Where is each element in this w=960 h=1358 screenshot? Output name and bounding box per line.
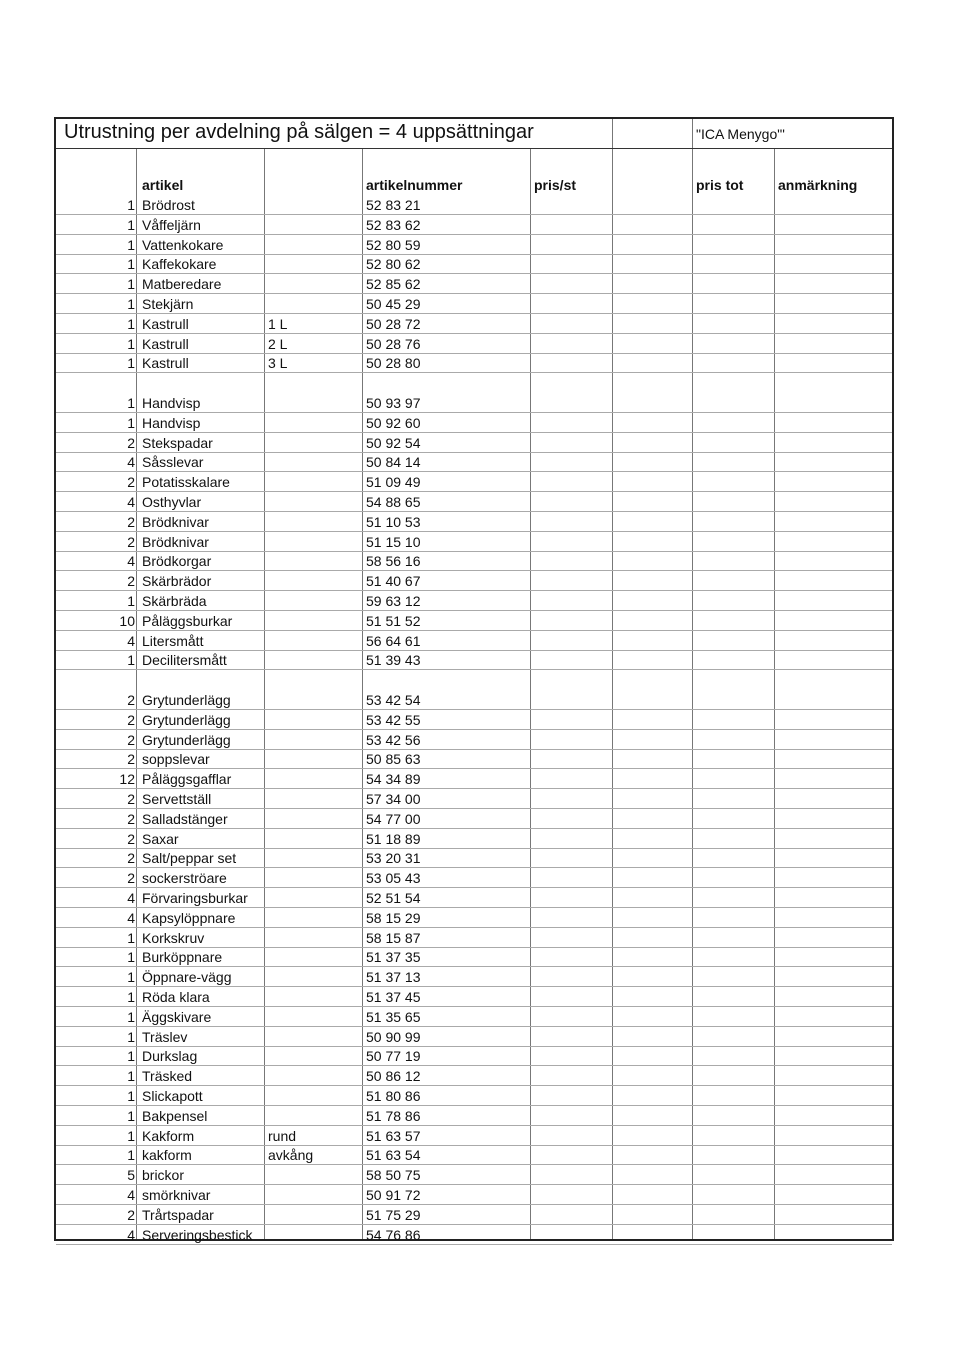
article-number-cell: 51 37 13 [366, 969, 421, 986]
article-number-cell: 50 45 29 [366, 296, 421, 312]
table-row [56, 1225, 892, 1245]
article-cell: Vattenkokare [142, 236, 224, 253]
table-row [56, 413, 892, 433]
table-row [56, 868, 892, 888]
article-number-cell: 50 28 80 [366, 355, 421, 372]
table-row [56, 492, 892, 512]
article-cell: Träsked [142, 1068, 193, 1085]
table-row [56, 274, 892, 294]
quantity-cell: 1 [127, 1107, 135, 1124]
table-row [56, 314, 892, 334]
article-cell: Grytunderlägg [142, 711, 231, 728]
quantity-cell: 2 [127, 474, 135, 491]
article-cell: Kapsylöppnare [142, 909, 236, 926]
article-cell: Matberedare [142, 276, 222, 293]
quantity-cell: 4 [127, 909, 135, 926]
header-artikel: artikel [142, 177, 184, 193]
article-cell: Träslev [142, 1028, 188, 1045]
article-number-cell: 51 63 54 [366, 1147, 421, 1164]
article-number-cell: 52 85 62 [366, 276, 421, 293]
quantity-cell: 4 [127, 1226, 135, 1243]
article-cell: Handvisp [142, 395, 201, 411]
quantity-cell: 2 [127, 692, 135, 708]
quantity-cell: 1 [127, 989, 135, 1005]
table-row [56, 947, 892, 967]
article-number-cell: 51 35 65 [366, 1008, 421, 1025]
article-cell: Kakform [142, 1127, 195, 1144]
table-row [56, 532, 892, 552]
article-cell: Saxar [142, 830, 179, 847]
article-cell: Litersmått [142, 632, 204, 649]
article-number-cell: 56 64 61 [366, 632, 421, 649]
equipment-sheet [54, 117, 894, 1241]
quantity-cell: 1 [127, 949, 135, 966]
article-number-cell: 51 18 89 [366, 830, 421, 847]
quantity-cell: 1 [127, 197, 135, 213]
article-number-cell: 50 91 72 [366, 1187, 421, 1203]
table-row [56, 1185, 892, 1205]
article-cell: Stekspadar [142, 434, 213, 451]
article-cell: Kastrull [142, 355, 189, 372]
sheet-title: Utrustning per avdelning på sälgen = 4 uppsättningar [64, 121, 534, 143]
article-number-cell: 51 15 10 [366, 533, 421, 550]
quantity-cell: 1 [127, 1048, 135, 1065]
article-number-cell: 53 05 43 [366, 870, 421, 887]
article-number-cell: 51 80 86 [366, 1088, 421, 1104]
quantity-cell: 2 [127, 513, 135, 530]
quantity-cell: 1 [127, 216, 135, 233]
size-cell: rund [268, 1127, 297, 1144]
article-number-cell: 52 83 21 [366, 197, 421, 213]
article-number-cell: 58 15 87 [366, 929, 421, 946]
article-cell: Brödknivar [142, 513, 209, 530]
article-cell: Skärbräda [142, 593, 207, 609]
table-row [56, 888, 892, 908]
quantity-cell: 1 [127, 969, 135, 986]
article-cell: Korkskruv [142, 929, 205, 946]
article-number-cell: 54 76 86 [366, 1226, 421, 1243]
article-number-cell: 52 80 62 [366, 256, 421, 273]
article-cell: smörknivar [142, 1187, 211, 1203]
table-row [56, 1145, 892, 1165]
table-row [56, 710, 892, 730]
table-row [56, 551, 892, 571]
quantity-cell: 1 [127, 1068, 135, 1085]
table-row [56, 1066, 892, 1086]
article-number-cell: 58 50 75 [366, 1167, 421, 1184]
quantity-cell: 1 [127, 395, 135, 411]
article-cell: Grytunderlägg [142, 731, 231, 748]
article-cell: Såsslevar [142, 454, 204, 471]
size-cell: 3 L [268, 355, 288, 372]
quantity-cell: 4 [127, 454, 135, 471]
row-divider [56, 1244, 892, 1245]
article-number-cell: 51 10 53 [366, 513, 421, 530]
article-number-cell: 51 39 43 [366, 652, 421, 669]
article-number-cell: 57 34 00 [366, 791, 421, 807]
header-anmarkning: anmärkning [778, 177, 858, 193]
article-cell: Stekjärn [142, 296, 194, 312]
article-cell: Servettställ [142, 791, 212, 807]
article-number-cell: 53 42 56 [366, 731, 421, 748]
quantity-cell: 2 [127, 791, 135, 807]
article-cell: Röda klara [142, 989, 210, 1005]
quantity-cell: 2 [127, 751, 135, 768]
article-number-cell: 50 28 72 [366, 315, 421, 332]
article-cell: Påläggsgafflar [142, 771, 232, 788]
quantity-cell: 4 [127, 632, 135, 649]
table-row [56, 1027, 892, 1047]
table-row [56, 1126, 892, 1146]
article-cell: Salladstänger [142, 810, 228, 827]
quantity-cell: 4 [127, 494, 135, 510]
article-number-cell: 50 92 54 [366, 434, 421, 451]
table-row [56, 809, 892, 829]
article-number-cell: 59 63 12 [366, 593, 421, 609]
article-number-cell: 58 56 16 [366, 553, 421, 570]
quantity-cell: 10 [119, 612, 135, 629]
article-number-cell: 52 83 62 [366, 216, 421, 233]
table-row [56, 195, 892, 215]
quantity-cell: 2 [127, 830, 135, 847]
quantity-cell: 1 [127, 593, 135, 609]
quantity-cell: 2 [127, 434, 135, 451]
quantity-cell: 2 [127, 1206, 135, 1223]
article-number-cell: 51 37 45 [366, 989, 421, 1005]
quantity-cell: 1 [127, 652, 135, 669]
quantity-cell: 5 [127, 1167, 135, 1184]
table-row [56, 611, 892, 631]
article-cell: Decilitersmått [142, 652, 227, 669]
quantity-cell: 12 [119, 771, 135, 788]
table-row [56, 393, 892, 413]
article-number-cell: 50 92 60 [366, 414, 421, 431]
article-number-cell: 51 37 35 [366, 949, 421, 966]
article-cell: Durkslag [142, 1048, 198, 1065]
quantity-cell: 1 [127, 1127, 135, 1144]
quantity-cell: 2 [127, 711, 135, 728]
table-row [56, 769, 892, 789]
table-row [56, 631, 892, 651]
article-number-cell: 51 75 29 [366, 1206, 421, 1223]
quantity-cell: 1 [127, 296, 135, 312]
table-row [56, 829, 892, 849]
quantity-cell: 1 [127, 315, 135, 332]
header-artikelnummer: artikelnummer [366, 177, 463, 193]
table-row [56, 1086, 892, 1106]
article-number-cell: 50 85 63 [366, 751, 421, 768]
quantity-cell: 2 [127, 870, 135, 887]
article-number-cell: 53 42 55 [366, 711, 421, 728]
table-row [56, 334, 892, 354]
table-row [56, 650, 892, 670]
article-cell: Våffeljärn [142, 216, 201, 233]
quantity-cell: 1 [127, 236, 135, 253]
table-row [56, 848, 892, 868]
row-divider [56, 669, 892, 670]
table-row [56, 789, 892, 809]
quantity-cell: 2 [127, 533, 135, 550]
article-cell: Handvisp [142, 414, 201, 431]
article-cell: Slickapott [142, 1088, 203, 1104]
article-number-cell: 51 63 57 [366, 1127, 421, 1144]
article-number-cell: 51 09 49 [366, 474, 421, 491]
article-cell: Potatisskalare [142, 474, 230, 491]
table-row [56, 254, 892, 274]
row-divider [56, 372, 892, 373]
table-row [56, 1046, 892, 1066]
quantity-cell: 1 [127, 256, 135, 273]
article-cell: Skärbrädor [142, 573, 212, 590]
article-number-cell: 52 80 59 [366, 236, 421, 253]
quantity-cell: 1 [127, 335, 135, 352]
article-cell: Trårtspadar [142, 1206, 214, 1223]
article-number-cell: 52 51 54 [366, 890, 421, 906]
table-row [56, 452, 892, 472]
quantity-cell: 1 [127, 1147, 135, 1164]
article-number-cell: 50 90 99 [366, 1028, 421, 1045]
size-cell: 2 L [268, 335, 288, 352]
article-cell: kakform [142, 1147, 192, 1164]
table-row [56, 1106, 892, 1126]
table-row [56, 433, 892, 453]
article-number-cell: 50 77 19 [366, 1048, 421, 1065]
table-row [56, 215, 892, 235]
table-row [56, 591, 892, 611]
table-row [56, 928, 892, 948]
table-row [56, 967, 892, 987]
quantity-cell: 1 [127, 276, 135, 293]
table-row [56, 690, 892, 710]
header-pris-st: pris/st [534, 177, 577, 193]
article-cell: soppslevar [142, 751, 210, 768]
table-row [56, 294, 892, 314]
header-pris-tot: pris tot [696, 177, 744, 193]
article-cell: Brödknivar [142, 533, 209, 550]
article-cell: Burköppnare [142, 949, 223, 966]
article-cell: Påläggsburkar [142, 612, 233, 629]
article-number-cell: 53 20 31 [366, 850, 421, 867]
table-row [56, 571, 892, 591]
article-cell: Salt/peppar set [142, 850, 237, 867]
quantity-cell: 4 [127, 1187, 135, 1203]
store-label: "ICA Menygo"' [696, 126, 785, 142]
table-row [56, 472, 892, 492]
quantity-cell: 2 [127, 810, 135, 827]
quantity-cell: 4 [127, 553, 135, 570]
quantity-cell: 1 [127, 1088, 135, 1104]
article-number-cell: 54 77 00 [366, 810, 421, 827]
size-cell: avkång [268, 1147, 314, 1164]
article-cell: Osthyvlar [142, 494, 202, 510]
table-row [56, 353, 892, 373]
article-number-cell: 51 51 52 [366, 612, 421, 629]
article-cell: sockerströare [142, 870, 227, 887]
table-row [56, 987, 892, 1007]
article-number-cell: 58 15 29 [366, 909, 421, 926]
quantity-cell: 1 [127, 355, 135, 372]
article-cell: Serveringsbestick [142, 1226, 253, 1243]
article-cell: Brödkorgar [142, 553, 212, 570]
size-cell: 1 L [268, 315, 288, 332]
table-row [56, 1205, 892, 1225]
article-cell: Förvaringsburkar [142, 890, 248, 906]
quantity-cell: 2 [127, 850, 135, 867]
quantity-cell: 4 [127, 890, 135, 906]
table-row [56, 1007, 892, 1027]
article-cell: Grytunderlägg [142, 692, 231, 708]
article-number-cell: 50 84 14 [366, 454, 421, 471]
article-number-cell: 51 78 86 [366, 1107, 421, 1124]
article-cell: Bakpensel [142, 1107, 208, 1124]
table-row [56, 1165, 892, 1185]
quantity-cell: 1 [127, 1028, 135, 1045]
article-number-cell: 54 34 89 [366, 771, 421, 788]
article-number-cell: 53 42 54 [366, 692, 421, 708]
quantity-cell: 1 [127, 929, 135, 946]
table-row [56, 749, 892, 769]
table-row [56, 235, 892, 255]
article-cell: Kaffekokare [142, 256, 217, 273]
article-number-cell: 54 88 65 [366, 494, 421, 510]
article-cell: Öppnare-vägg [142, 969, 232, 986]
article-number-cell: 50 93 97 [366, 395, 421, 411]
quantity-cell: 1 [127, 1008, 135, 1025]
quantity-cell: 2 [127, 573, 135, 590]
article-cell: Brödrost [142, 197, 195, 213]
article-cell: brickor [142, 1167, 185, 1184]
article-cell: Kastrull [142, 335, 189, 352]
table-row [56, 512, 892, 532]
article-cell: Kastrull [142, 315, 189, 332]
title-divider [56, 148, 892, 149]
article-cell: Äggskivare [142, 1008, 212, 1025]
table-row [56, 730, 892, 750]
article-number-cell: 50 86 12 [366, 1068, 421, 1085]
article-number-cell: 50 28 76 [366, 335, 421, 352]
table-row [56, 908, 892, 928]
quantity-cell: 2 [127, 731, 135, 748]
article-number-cell: 51 40 67 [366, 573, 421, 590]
quantity-cell: 1 [127, 414, 135, 431]
